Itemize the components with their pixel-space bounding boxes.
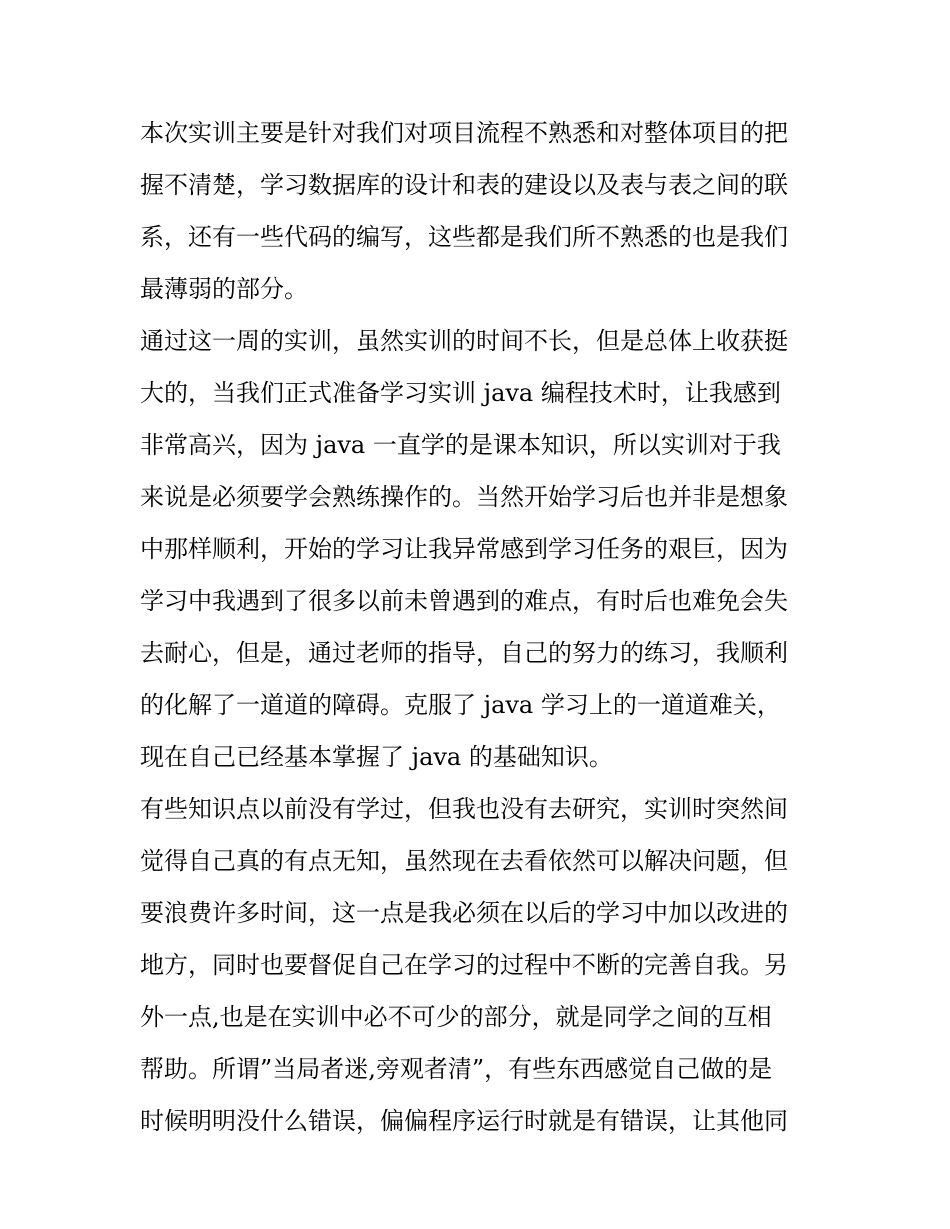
text-line-1: 本次实训主要是针对我们对项目流程不熟悉和对整体项目的把 bbox=[140, 119, 788, 147]
text-line-7: 非常高兴，因为 java 一直学的是课本知识，所以实训对于我 bbox=[140, 431, 781, 459]
text-line-2: 握不清楚，学习数据库的设计和表的建设以及表与表之间的联 bbox=[140, 171, 788, 199]
text-line-6: 大的，当我们正式准备学习实训 java 编程技术时，让我感到 bbox=[140, 379, 781, 407]
text-line-13: 现在自己已经基本掌握了 java 的基础知识。 bbox=[140, 743, 613, 771]
text-line-16: 要浪费许多时间，这一点是我必须在以后的学习中加以改进的 bbox=[140, 899, 788, 927]
text-line-4: 最薄弱的部分。 bbox=[140, 275, 308, 303]
text-line-12: 的化解了一道道的障碍。克服了 java 学习上的一道道难关， bbox=[140, 691, 781, 719]
text-line-18: 外一点,也是在实训中必不可少的部分，就是同学之间的互相 bbox=[140, 1003, 772, 1031]
text-line-17: 地方，同时也要督促自己在学习的过程中不断的完善自我。另 bbox=[140, 951, 788, 979]
text-line-14: 有些知识点以前没有学过，但我也没有去研究，实训时突然间 bbox=[140, 795, 788, 823]
text-line-19: 帮助。所谓”当局者迷,旁观者清”，有些东西感觉自己做的是 bbox=[140, 1055, 773, 1083]
body-text bbox=[140, 107, 830, 1147]
text-line-20: 时候明明没什么错误，偏偏程序运行时就是有错误，让其他同 bbox=[140, 1107, 788, 1135]
text-line-11: 去耐心，但是，通过老师的指导，自己的努力的练习，我顺利 bbox=[140, 639, 788, 667]
text-line-10: 学习中我遇到了很多以前未曾遇到的难点，有时后也难免会失 bbox=[140, 587, 788, 615]
text-line-8: 来说是必须要学会熟练操作的。当然开始学习后也并非是想象 bbox=[140, 483, 788, 511]
text-line-3: 系，还有一些代码的编写，这些都是我们所不熟悉的也是我们 bbox=[140, 223, 788, 251]
text-line-5: 通过这一周的实训，虽然实训的时间不长，但是总体上收获挺 bbox=[140, 327, 788, 355]
text-line-9: 中那样顺利，开始的学习让我异常感到学习任务的艰巨，因为 bbox=[140, 535, 788, 563]
text-line-15: 觉得自己真的有点无知，虽然现在去看依然可以解决问题，但 bbox=[140, 847, 788, 875]
